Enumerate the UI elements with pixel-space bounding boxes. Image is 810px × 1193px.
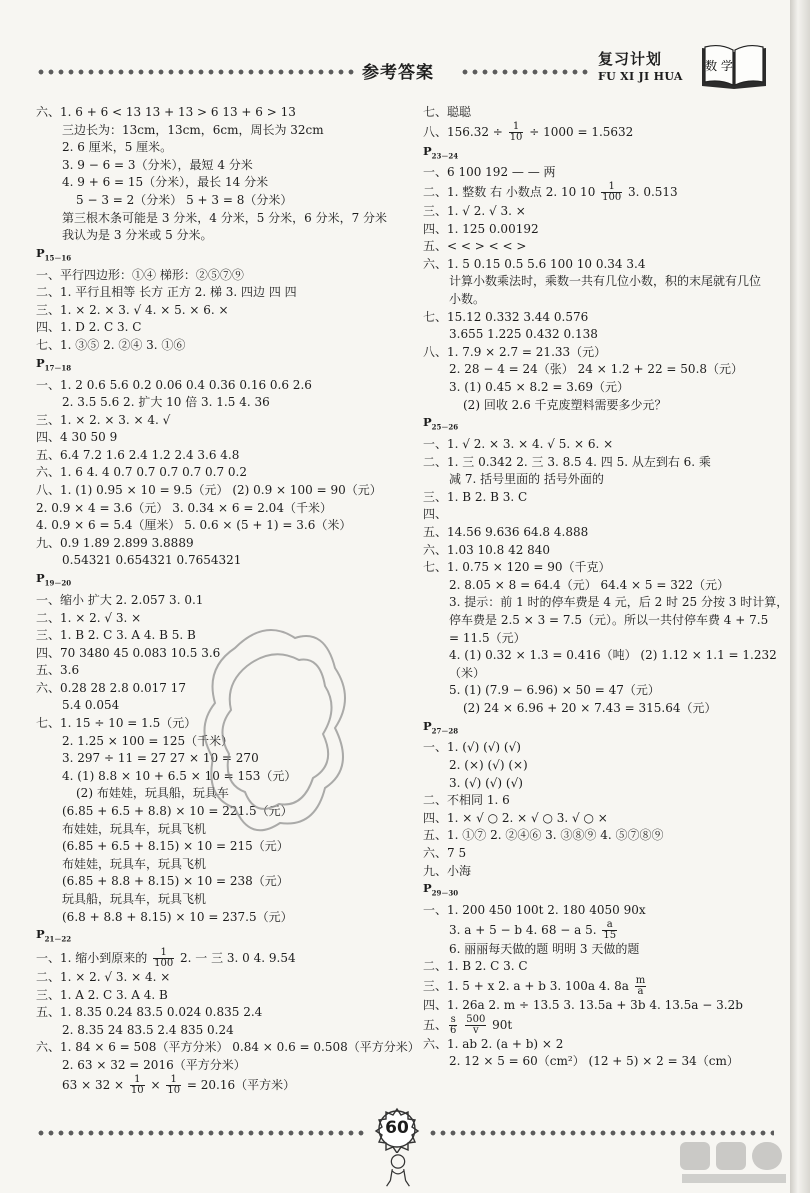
answer-text: 2. 63 × 32 = 2016（平方分米） <box>62 1058 246 1073</box>
fraction <box>635 976 646 997</box>
answer-line <box>423 863 783 881</box>
page-title: 参考答案 <box>362 63 434 83</box>
answer-line <box>423 471 783 489</box>
answer-text: 五、14.56 9.636 64.8 4.888 <box>423 525 589 540</box>
answer-line <box>36 891 388 909</box>
answer-line <box>36 284 388 302</box>
brand-pinyin: FU XI JI HUA <box>598 70 683 83</box>
page-prefix: P <box>423 415 432 430</box>
answer-line <box>423 559 783 577</box>
answer-line <box>423 256 783 274</box>
answer-text: 5. (1) (7.9 − 6.96) × 50 = 47（元） <box>449 683 660 698</box>
answer-column-left <box>36 104 420 1096</box>
answer-line <box>423 810 783 828</box>
answer-text: 四、1. × √ ○ 2. × √ ○ 3. √ ○ × <box>423 810 608 825</box>
answer-text: 六、1.03 10.8 42 840 <box>423 542 551 557</box>
answer-line <box>423 454 783 472</box>
answer-text: 一、1. 2 0.6 5.6 0.2 0.06 0.4 0.36 0.16 0.6 2.6 <box>36 377 312 392</box>
answer-line <box>423 976 783 997</box>
answer-text: (6.8 + 8.8 + 8.15) × 10 = 237.5（元） <box>62 909 293 924</box>
answer-text: 三、1. B 2. C 3. A 4. B 5. B <box>36 628 196 643</box>
answer-text: 一、1. 缩小到原来的 <box>36 951 152 966</box>
answer-line <box>423 757 783 775</box>
answer-text: 三、1. 5 + x 2. a + b 3. 100a 4. 8a <box>423 978 633 993</box>
answer-line <box>36 482 388 500</box>
answer-text: 停车费是 2.5 × 3 = 7.5（元）。所以一共付停车费 4 + 7.5 <box>449 613 769 628</box>
answer-text: 2. (×) (√) (×) <box>449 758 528 773</box>
answer-text: (2) 回收 2.6 千克废塑料需要多少元？ <box>463 397 667 412</box>
answer-text: 六、1. ab 2. (a + b) × 2 <box>423 1036 564 1051</box>
answer-text: 3.655 1.225 0.432 0.138 <box>449 327 598 342</box>
answer-text: 四、1. 125 0.00192 <box>423 221 539 236</box>
answer-line <box>423 524 783 542</box>
answer-text: (6.85 + 8.8 + 8.15) × 10 = 238（元） <box>62 874 289 889</box>
answer-text: 3. 9 − 6 = 3（分米），最短 4 分米 <box>62 157 253 172</box>
answer-text: 二、不相同 1. 6 <box>423 793 510 808</box>
answer-text: 五、6.4 7.2 1.6 2.4 1.2 2.4 3.6 4.8 <box>36 447 240 462</box>
answer-line <box>423 682 783 700</box>
answer-text: 五、 <box>423 1017 448 1032</box>
answer-line <box>423 612 783 630</box>
answer-line <box>36 948 388 969</box>
page-range: 29－30 <box>431 888 459 898</box>
answer-text: 第三根木条可能是 3 分米，4 分米，5 分米，6 分米，7 分米 <box>62 210 388 225</box>
page-number: 60 <box>385 1118 409 1138</box>
answer-text: (6.85 + 6.5 + 8.15) × 10 = 215（元） <box>62 839 289 854</box>
answer-line <box>36 174 388 192</box>
answer-text: 一、1. (√) (√) (√) <box>423 740 521 755</box>
answer-line <box>423 920 783 941</box>
answer-text: 四、1. 26a 2. m ÷ 13.5 3. 13.5a + 3b 4. 13.5a − 3.2b <box>423 997 743 1012</box>
answer-text: 减 7. 括号里面的 括号外面的 <box>449 472 604 487</box>
answer-text: 玩具船，玩具车，玩具飞机 <box>62 892 207 907</box>
page-range: 19－20 <box>44 578 72 588</box>
fraction-denominator: 100 <box>154 958 174 970</box>
fraction-numerator: 1 <box>509 122 524 133</box>
answer-line <box>36 969 388 987</box>
answer-line <box>36 552 388 570</box>
answer-line <box>423 1053 783 1071</box>
answer-line <box>36 377 388 395</box>
page-prefix: P <box>36 355 45 370</box>
fraction-numerator: 500 <box>466 1013 486 1025</box>
answer-text: 2. 0.9 × 4 = 3.6（元） 3. 0.34 × 6 = 2.04（千米） <box>36 500 332 515</box>
answer-text: 4. (1) 8.8 × 10 + 6.5 × 10 = 153（元） <box>62 768 297 783</box>
answer-line <box>36 104 388 122</box>
answer-line <box>36 1075 388 1096</box>
answer-line <box>36 873 388 891</box>
answer-line <box>36 987 388 1005</box>
answer-text: 七、1. 0.75 × 120 = 90（千克） <box>423 560 611 575</box>
answer-line <box>36 267 388 285</box>
answer-line <box>423 361 783 379</box>
answer-text: = 20.16（平方米） <box>183 1077 296 1092</box>
answer-text: 布娃娃，玩具车，玩具飞机 <box>62 856 207 871</box>
answer-text <box>459 1018 463 1032</box>
page-range-heading <box>423 143 783 165</box>
answer-text: 八、1. 7.9 × 2.7 = 21.33（元） <box>423 344 607 359</box>
answer-line <box>36 157 388 175</box>
answer-text: 五、1. 8.35 0.24 83.5 0.024 0.835 2.4 <box>36 1005 263 1020</box>
page-range-heading <box>36 245 388 267</box>
fraction-numerator: m <box>635 974 646 986</box>
answer-line <box>36 1039 420 1057</box>
answer-line <box>423 104 783 122</box>
answer-text: 六、0.28 28 2.8 0.017 17 <box>36 680 186 695</box>
answer-line <box>36 856 388 874</box>
answer-text: 四、 <box>423 507 448 522</box>
answer-line <box>423 122 783 143</box>
answer-line <box>36 210 388 228</box>
answer-text: ÷ 1000 = 1.5632 <box>525 124 634 139</box>
answer-text: 三、1. B 2. B 3. C <box>423 489 528 504</box>
answer-line <box>423 630 783 648</box>
brand-block <box>598 48 683 83</box>
page-range: 25－26 <box>431 422 459 432</box>
page-prefix: P <box>423 718 432 733</box>
page-range: 27－28 <box>431 725 459 735</box>
answer-text: 一、缩小 扩大 2. 2.057 3. 0.1 <box>36 592 204 607</box>
answer-text: 六、1. 6 4. 4 0.7 0.7 0.7 0.7 0.7 0.2 <box>36 465 248 480</box>
answer-line <box>36 447 388 465</box>
fraction <box>130 1075 145 1096</box>
answer-text: 布娃娃，玩具车，玩具飞机 <box>62 821 207 836</box>
answer-text: 三、1. A 2. C 3. A 4. B <box>36 987 168 1002</box>
answer-text: 小数。 <box>449 292 486 307</box>
answer-line <box>423 291 783 309</box>
answer-line <box>423 941 783 959</box>
answer-text: 二、1. × 2. √ 3. × <box>36 610 142 625</box>
answer-text: 四、1. D 2. C 3. C <box>36 320 142 335</box>
answer-text: 3. 提示：前 1 时的停车费是 4 元，后 2 时 25 分按 3 时计算， <box>449 595 789 610</box>
page-prefix: P <box>36 571 45 586</box>
answer-line <box>423 326 783 344</box>
fraction <box>166 1075 181 1096</box>
answer-text: 一、6 100 192 — — 两 <box>423 165 556 180</box>
answer-text: 二、1. 三 0.342 2. 三 3. 8.5 4. 四 5. 从左到右 6. 乘 <box>423 454 711 469</box>
answer-text: 2. 28 − 4 = 24（张） 24 × 1.2 + 22 = 50.8（元） <box>449 362 744 377</box>
answer-line <box>423 958 783 976</box>
answer-text: 3. (√) (√) (√) <box>449 775 523 790</box>
fraction-denominator: 10 <box>167 1084 181 1096</box>
answer-line <box>423 665 783 683</box>
answer-line <box>36 464 388 482</box>
answer-text: 一、1. 200 450 100t 2. 180 4050 90x <box>423 903 646 918</box>
answer-text: 三、1. × 2. × 3. × 4. √ <box>36 412 171 427</box>
answer-text: 三边长为：13cm，13cm，6cm，周长为 32cm <box>62 122 324 137</box>
answer-line <box>423 997 783 1015</box>
book-spine <box>790 0 810 1193</box>
answer-text: 九、小海 <box>423 863 472 878</box>
answer-text: 九、0.9 1.89 2.899 3.8889 <box>36 535 194 550</box>
answer-text: 6. 丽丽每天做的题 明明 3 天做的题 <box>449 941 640 956</box>
fraction-denominator: 10 <box>130 1084 144 1096</box>
fraction <box>465 1015 486 1036</box>
footer-dot-rule-left <box>36 1128 368 1138</box>
fraction <box>153 948 174 969</box>
page-range-heading <box>36 355 388 377</box>
fraction-denominator: a <box>637 985 644 997</box>
answer-text: 2. 6 厘米，5 厘米。 <box>62 140 173 155</box>
page-range: 23－24 <box>431 150 459 160</box>
answer-line <box>36 139 388 157</box>
answer-text: 5 − 3 = 2（分米） 5 + 3 = 8（分米） <box>76 192 293 207</box>
answer-text: 五、3.6 <box>36 663 80 678</box>
fraction <box>449 1015 457 1036</box>
fraction-denominator: v <box>472 1024 479 1036</box>
answer-text: 六、1. 5 0.15 0.5 5.6 100 10 0.34 3.4 <box>423 256 646 271</box>
answer-line <box>423 238 783 256</box>
fraction-numerator: 1 <box>130 1075 145 1086</box>
answer-text: 4. (1) 0.32 × 1.3 = 0.416（吨） (2) 1.12 × 1.1 = 1.232 <box>449 648 777 663</box>
answer-text: 七、聪聪 <box>423 105 472 119</box>
answer-text: 五、1. ①⑦ 2. ②④⑥ 3. ③⑧⑨ 4. ⑤⑦⑧⑨ <box>423 828 664 843</box>
answer-text: 2. 8.05 × 8 = 64.4（元） 64.4 × 5 = 322（元） <box>449 577 730 592</box>
answer-line <box>423 397 783 415</box>
brand-title: 复习计划 <box>598 50 663 68</box>
answer-line <box>423 902 783 920</box>
page-range: 17－18 <box>44 362 72 372</box>
answer-text: 二、1. 平行且相等 长方 正方 2. 梯 3. 四边 四 四 <box>36 285 297 300</box>
answer-text: (2) 布娃娃，玩具船，玩具车 <box>76 786 229 801</box>
answer-line <box>36 517 388 535</box>
open-book-icon <box>700 42 768 90</box>
answer-text: 5.4 0.054 <box>62 698 120 713</box>
answer-text: 四、4 30 50 9 <box>36 430 118 445</box>
answer-line <box>36 227 388 245</box>
answer-line <box>36 122 388 140</box>
answer-text: 2. 1.25 × 100 = 125（千米） <box>62 733 234 748</box>
answer-line <box>36 319 388 337</box>
answer-text: 4. 9 + 6 = 15（分米），最长 14 分米 <box>62 175 269 190</box>
answer-text: (2) 24 × 6.96 + 20 × 7.43 = 315.64（元） <box>463 701 717 715</box>
answer-line <box>36 592 388 610</box>
answer-line <box>423 203 783 221</box>
answer-line <box>423 792 783 810</box>
page-range-heading <box>423 414 783 436</box>
answer-line <box>36 1057 388 1075</box>
answer-text: 二、1. × 2. √ 3. × 4. × <box>36 970 171 985</box>
answer-line <box>36 909 388 927</box>
answer-text: 六、1. 84 × 6 = 508（平方分米） 0.84 × 0.6 = 0.508（平方分米） <box>36 1040 420 1055</box>
answer-line <box>423 344 783 362</box>
answer-text: 三、1. √ 2. √ 3. × <box>423 204 526 219</box>
page-range: 15－16 <box>44 253 72 263</box>
answer-text: 六、1. 6 + 6 < 13 13 + 13 > 6 13 + 6 > 13 <box>36 105 296 119</box>
fraction-denominator: 10 <box>509 131 523 143</box>
answer-line <box>423 221 783 239</box>
answer-line <box>36 535 388 553</box>
watermark-stamp <box>195 608 360 848</box>
answer-line <box>423 594 789 612</box>
answer-text: 计算小数乘法时，乘数一共有几位小数，积的末尾就有几位 <box>449 274 762 289</box>
answer-line <box>423 827 783 845</box>
answer-text: 七、1. 15 ÷ 10 = 1.5（元） <box>36 716 197 731</box>
answer-line <box>423 700 783 718</box>
answer-text: = 11.5（元） <box>449 630 526 645</box>
answer-line <box>36 429 388 447</box>
page-range-heading <box>36 926 388 948</box>
fraction <box>601 182 622 203</box>
fraction <box>509 122 524 143</box>
answer-line <box>423 1036 783 1054</box>
answer-line <box>423 379 783 397</box>
answer-text: 3. 0.513 <box>624 185 678 200</box>
answer-column-right <box>423 104 789 1071</box>
answer-text: （米） <box>449 665 486 680</box>
answer-line <box>36 394 388 412</box>
answer-text: 一、平行四边形：①④ 梯形：②⑤⑦⑨ <box>36 267 244 282</box>
answer-text: 2. 一 三 3. 0 4. 9.54 <box>176 951 296 966</box>
answer-text: 0.54321 0.654321 0.7654321 <box>62 553 242 568</box>
answer-text: 4. 0.9 × 6 = 5.4（厘米） 5. 0.6 × (5 + 1) = 3.6（米） <box>36 518 352 533</box>
page-prefix: P <box>423 143 432 158</box>
fraction-numerator: 1 <box>601 182 622 193</box>
answer-line <box>423 577 783 595</box>
header-dot-rule-right <box>460 67 590 77</box>
fraction-numerator: a <box>602 920 617 931</box>
answer-line <box>423 1015 783 1036</box>
page-prefix: P <box>423 881 432 896</box>
cartoon-mascot <box>378 1152 418 1190</box>
answer-text: 八、1. (1) 0.95 × 10 = 9.5（元） (2) 0.9 × 100 = 90（元） <box>36 483 382 498</box>
answer-line <box>423 309 783 327</box>
fraction-denominator: 15 <box>603 929 617 941</box>
answer-line <box>423 436 783 454</box>
fraction-numerator: s <box>450 1013 456 1025</box>
answer-line <box>423 739 783 757</box>
answer-text: 三、1. × 2. × 3. √ 4. × 5. × 6. × <box>36 302 229 317</box>
answer-text: 七、15.12 0.332 3.44 0.576 <box>423 309 589 324</box>
answer-line <box>423 775 783 793</box>
answer-line <box>423 182 783 203</box>
answer-line <box>423 273 783 291</box>
answer-text: 3. a + 5 − b 4. 68 − a 5. <box>449 922 601 937</box>
answer-text: 2. 12 × 5 = 60（cm²） (12 + 5) × 2 = 34（cm） <box>449 1054 739 1069</box>
answer-line <box>36 192 388 210</box>
fraction-denominator: 6 <box>450 1024 457 1036</box>
answer-line <box>36 1022 388 1040</box>
answer-line <box>36 302 388 320</box>
answer-text: 八、156.32 ÷ <box>423 124 507 139</box>
fraction-numerator: 1 <box>166 1075 181 1086</box>
answer-text: × <box>146 1077 165 1092</box>
answer-text: 五、< < > < < > <box>423 239 527 254</box>
answer-text: 3. (1) 0.45 × 8.2 = 3.69（元） <box>449 380 629 395</box>
page-range-heading <box>36 570 388 592</box>
answer-line <box>36 412 388 430</box>
answer-line <box>423 489 783 507</box>
answer-text: 二、1. 整数 右 小数点 2. 10 10 <box>423 185 600 200</box>
page-prefix: P <box>36 927 45 942</box>
answer-text: 63 × 32 × <box>62 1077 128 1092</box>
answer-text: (6.85 + 6.5 + 8.8) × 10 = 221.5（元） <box>62 804 293 819</box>
answer-text: 六、7 5 <box>423 846 467 861</box>
answer-text: 3. 297 ÷ 11 = 27 27 × 10 = 270 <box>62 751 259 766</box>
answer-line <box>423 164 783 182</box>
fraction <box>602 920 617 941</box>
header-dot-rule-left <box>36 67 354 77</box>
page-range-heading <box>423 880 783 902</box>
fraction-numerator: 1 <box>153 948 174 959</box>
answer-text: 二、1. B 2. C 3. C <box>423 959 528 974</box>
answer-line <box>36 500 388 518</box>
answer-line <box>423 647 783 665</box>
answer-line <box>36 337 388 355</box>
answer-text: 七、1. ③⑤ 2. ②④ 3. ①⑥ <box>36 338 186 353</box>
answer-line <box>423 506 783 524</box>
answer-text: 一、1. √ 2. × 3. × 4. √ 5. × 6. × <box>423 437 614 452</box>
answer-text: 90t <box>488 1017 513 1032</box>
answer-line <box>36 1004 388 1022</box>
answer-text: 我认为是 3 分米或 5 分米。 <box>62 228 213 243</box>
page-range-heading <box>423 718 783 740</box>
book-label: 数 学 <box>705 59 733 73</box>
answer-line <box>423 845 783 863</box>
answer-text: 四、70 3480 45 0.083 10.5 3.6 <box>36 645 221 660</box>
answer-text: 2. 8.35 24 83.5 2.4 835 0.24 <box>62 1022 234 1037</box>
fraction-denominator: 100 <box>602 192 622 204</box>
page-range: 21－22 <box>44 934 72 944</box>
page-prefix: P <box>36 245 45 260</box>
answer-line <box>423 542 783 560</box>
answer-text: 2. 3.5 5.6 2. 扩大 10 倍 3. 1.5 4. 36 <box>62 395 270 410</box>
corner-watermark-logo <box>676 1136 796 1186</box>
